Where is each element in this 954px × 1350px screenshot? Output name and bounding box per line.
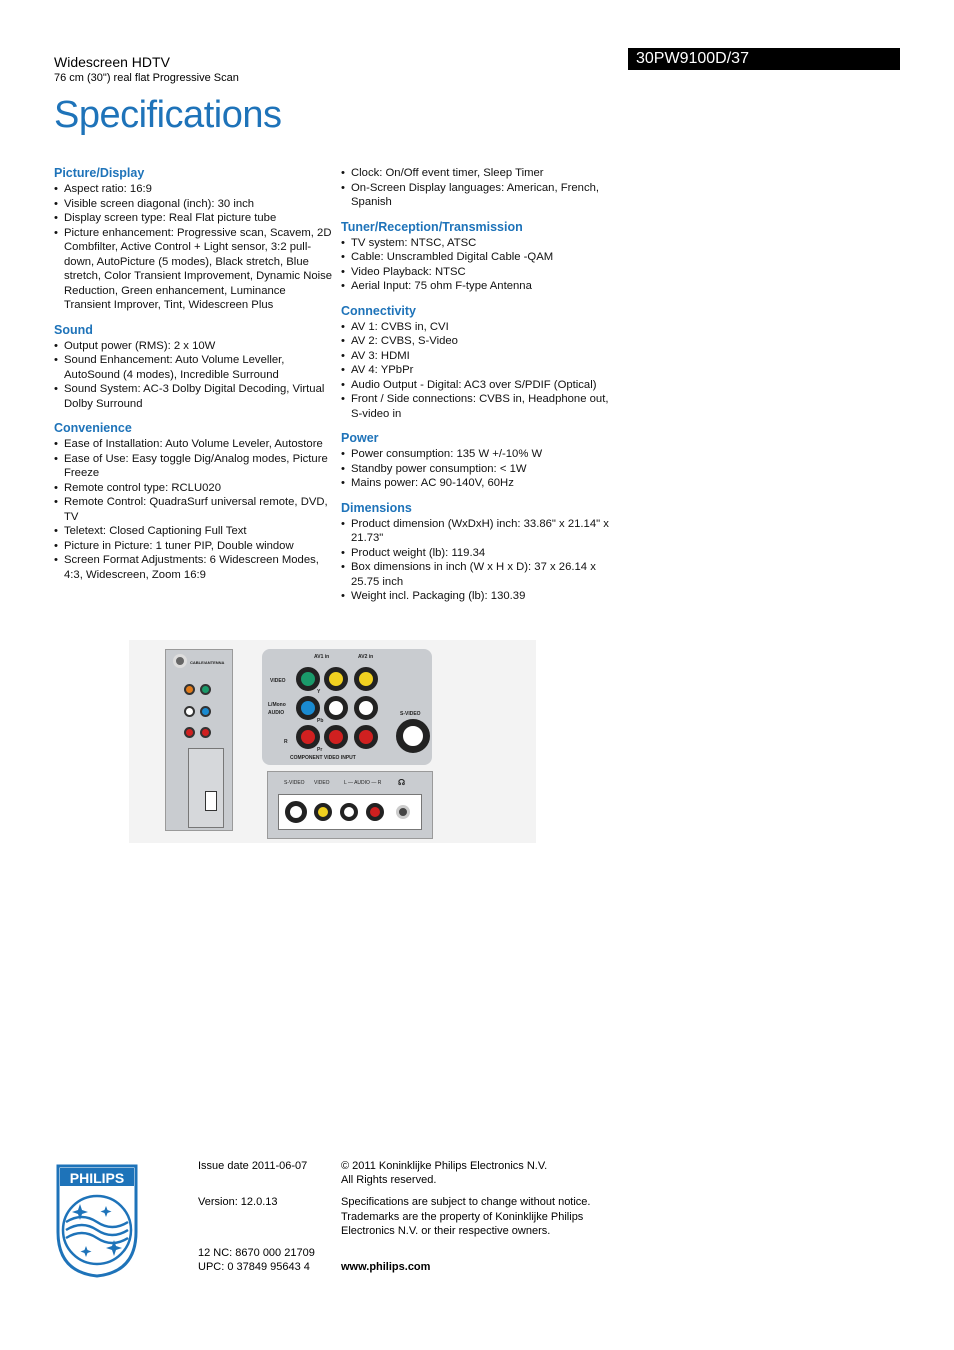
spdif-jack: [184, 684, 195, 695]
av1-audio-l-jack: [324, 696, 348, 720]
section-heading-power: Power: [341, 431, 379, 445]
spec-item: • Remote Control: QuadraSurf universal remote, DVD, TV: [54, 495, 334, 524]
spec-list-power: [341, 447, 621, 491]
front-svideo-jack: [285, 801, 307, 823]
issue-date: Issue date 2011-06-07: [198, 1160, 308, 1172]
spec-item: • TV system: NTSC, ATSC: [341, 236, 621, 251]
video-label: VIDEO: [270, 678, 286, 684]
av2-audio-r-jack: [354, 725, 378, 749]
spec-item: • AV 1: CVBS in, CVI: [341, 320, 621, 335]
spec-item: • AV 3: HDMI: [341, 349, 621, 364]
philips-logo-text: PHILIPS: [69, 1170, 125, 1186]
front-audio-r-jack: [366, 803, 384, 821]
model-badge: 30PW9100D/37: [628, 48, 900, 70]
y-jack-side: [200, 684, 211, 695]
spec-item: • Screen Format Adjustments: 6 Widescreen Modes, 4:3, Widescreen, Zoom 16:9: [54, 553, 334, 582]
spec-list-sound: [54, 339, 334, 412]
section-heading-convenience: Convenience: [54, 421, 132, 435]
spec-item: • Ease of Installation: Auto Volume Leveler, Autostore: [54, 437, 334, 452]
front-audio-label: L — AUDIO — R: [344, 780, 382, 786]
section-heading-tuner-reception-transmission: Tuner/Reception/Transmission: [341, 219, 523, 234]
section-heading-connectivity: Connectivity: [341, 303, 417, 318]
pr-jack-side: [200, 727, 211, 738]
rights: All Rights reserved.: [341, 1174, 437, 1186]
spec-list: [341, 166, 621, 210]
spec-item: • On-Screen Display languages: American, French, Spanish: [341, 181, 621, 210]
page-title: Specifications: [54, 94, 282, 136]
r-label: R: [284, 739, 288, 745]
front-svideo-label: S-VIDEO: [284, 780, 305, 786]
spec-item: • Output power (RMS): 2 x 10W: [54, 339, 334, 354]
section-heading-dimensions: Dimensions: [341, 500, 412, 515]
audio-r-jack-side: [184, 727, 195, 738]
audio-l-jack-side: [184, 706, 195, 717]
spec-item: • AV 2: CVBS, S-Video: [341, 334, 621, 349]
spec-item: • Audio Output - Digital: AC3 over S/PDIF (Optical): [341, 378, 621, 393]
audio-label: AUDIO: [268, 710, 285, 716]
legal-notice: Specifications are subject to change without notice. Trademarks are the property of Koninklijke Philips Electronics N.V. or their respective owners.: [341, 1196, 591, 1237]
spec-list-dimensions: [341, 517, 621, 604]
front-audio-l-jack: [340, 803, 358, 821]
pr-label: Pr: [317, 747, 323, 753]
headphone-jack: [396, 805, 410, 819]
twelve-nc: 12 NC: 8670 000 21709: [198, 1247, 315, 1259]
spec-item: • Visible screen diagonal (inch): 30 inch: [54, 197, 334, 212]
website-link[interactable]: www.philips.com: [341, 1261, 431, 1273]
av1-in-label: AV1 in: [314, 654, 330, 660]
av2-audio-l-jack: [354, 696, 378, 720]
front-video-label: VIDEO: [314, 780, 330, 786]
spec-item: • Remote control type: RCLU020: [54, 481, 334, 496]
spec-item: • Product dimension (WxDxH) inch: 33.86" x 21.14" x 21.73": [341, 517, 621, 546]
spec-item: • Box dimensions in inch (W x H x D): 37 x 26.14 x 25.75 inch: [341, 560, 621, 589]
y-label: Y: [317, 689, 321, 695]
spec-item: • Sound System: AC-3 Dolby Digital Decoding, Virtual Dolby Surround: [54, 382, 334, 411]
pb-label: Pb: [317, 718, 324, 724]
spec-column-right: [341, 166, 621, 604]
spec-item: • Sound Enhancement: Auto Volume Leveller, AutoSound (4 modes), Incredible Surround: [54, 353, 334, 382]
version: Version: 12.0.13: [198, 1196, 278, 1208]
upc: UPC: 0 37849 95643 4: [198, 1261, 310, 1273]
spec-item: • Cable: Unscrambled Digital Cable -QAM: [341, 250, 621, 265]
spec-item: • Video Playback: NTSC: [341, 265, 621, 280]
spec-item: • Display screen type: Real Flat picture tube: [54, 211, 334, 226]
hdmi-port: [188, 748, 224, 828]
section-heading-picture-display: Picture/Display: [54, 166, 145, 180]
spec-item: • Power consumption: 135 W +/-10% W: [341, 447, 621, 462]
hdmi-connector-shape: [205, 791, 217, 811]
pb-jack-side: [200, 706, 211, 717]
pr-jack: [296, 725, 320, 749]
spec-item: • Standby power consumption: < 1W: [341, 462, 621, 477]
rear-connector-panel: [262, 649, 432, 765]
spec-list-picture-display: [54, 182, 334, 313]
spec-item: • Mains power: AC 90-140V, 60Hz: [341, 476, 621, 491]
spec-item: • Front / Side connections: CVBS in, Headphone out, S-video in: [341, 392, 621, 421]
spec-item: • Picture in Picture: 1 tuner PIP, Double window: [54, 539, 334, 554]
spec-item: • Aerial Input: 75 ohm F-type Antenna: [341, 279, 621, 294]
product-line: Widescreen HDTV: [54, 54, 170, 70]
front-connector-panel: [267, 771, 433, 839]
spec-item: • Weight incl. Packaging (lb): 130.39: [341, 589, 621, 604]
spec-item: • Aspect ratio: 16:9: [54, 182, 334, 197]
cable-antenna-label: CABLE/ANTENNA: [190, 660, 225, 665]
spec-item: • AV 4: YPbPr: [341, 363, 621, 378]
side-connector-panel: [165, 649, 233, 831]
spec-list-connectivity: [341, 320, 621, 422]
av2-in-label: AV2 in: [358, 654, 374, 660]
spec-item: • Picture enhancement: Progressive scan, Scavem, 2D Combfilter, Active Control + Light sensor, 3:2 pull-down, AutoPicture (5 modes), Black stretch, Blue stretch, Color Transient Improvement, Dynamic Noise Reduction, Green enhancement, Luminance Transient Improver, Tint, Widescreen Plus: [54, 226, 334, 313]
s-video-jack: [396, 719, 430, 753]
section-heading-sound: Sound: [54, 322, 93, 337]
headphone-icon: ☊: [398, 778, 406, 787]
s-video-label: S-VIDEO: [400, 711, 421, 717]
av1-audio-r-jack: [324, 725, 348, 749]
spec-item: • Clock: On/Off event timer, Sleep Timer: [341, 166, 621, 181]
y-jack: [296, 667, 320, 691]
av2-video-jack: [354, 667, 378, 691]
spec-list-tuner-reception-transmission: [341, 236, 621, 294]
copyright: © 2011 Koninklijke Philips Electronics N.V.: [341, 1160, 548, 1172]
spec-list-convenience: [54, 437, 334, 582]
antenna-jack: [173, 654, 187, 668]
spec-column-left: [54, 166, 334, 582]
l-mono-label: L/Mono: [268, 702, 286, 708]
front-video-jack: [314, 803, 332, 821]
spec-item: • Product weight (lb): 119.34: [341, 546, 621, 561]
spec-item: • Teletext: Closed Captioning Full Text: [54, 524, 334, 539]
pb-jack: [296, 696, 320, 720]
spec-item: • Ease of Use: Easy toggle Dig/Analog modes, Picture Freeze: [54, 452, 334, 481]
av1-video-jack: [324, 667, 348, 691]
product-subtitle: 76 cm (30") real flat Progressive Scan: [54, 72, 239, 84]
philips-shield-logo: [54, 1162, 140, 1278]
component-video-label: COMPONENT VIDEO INPUT: [290, 755, 356, 761]
